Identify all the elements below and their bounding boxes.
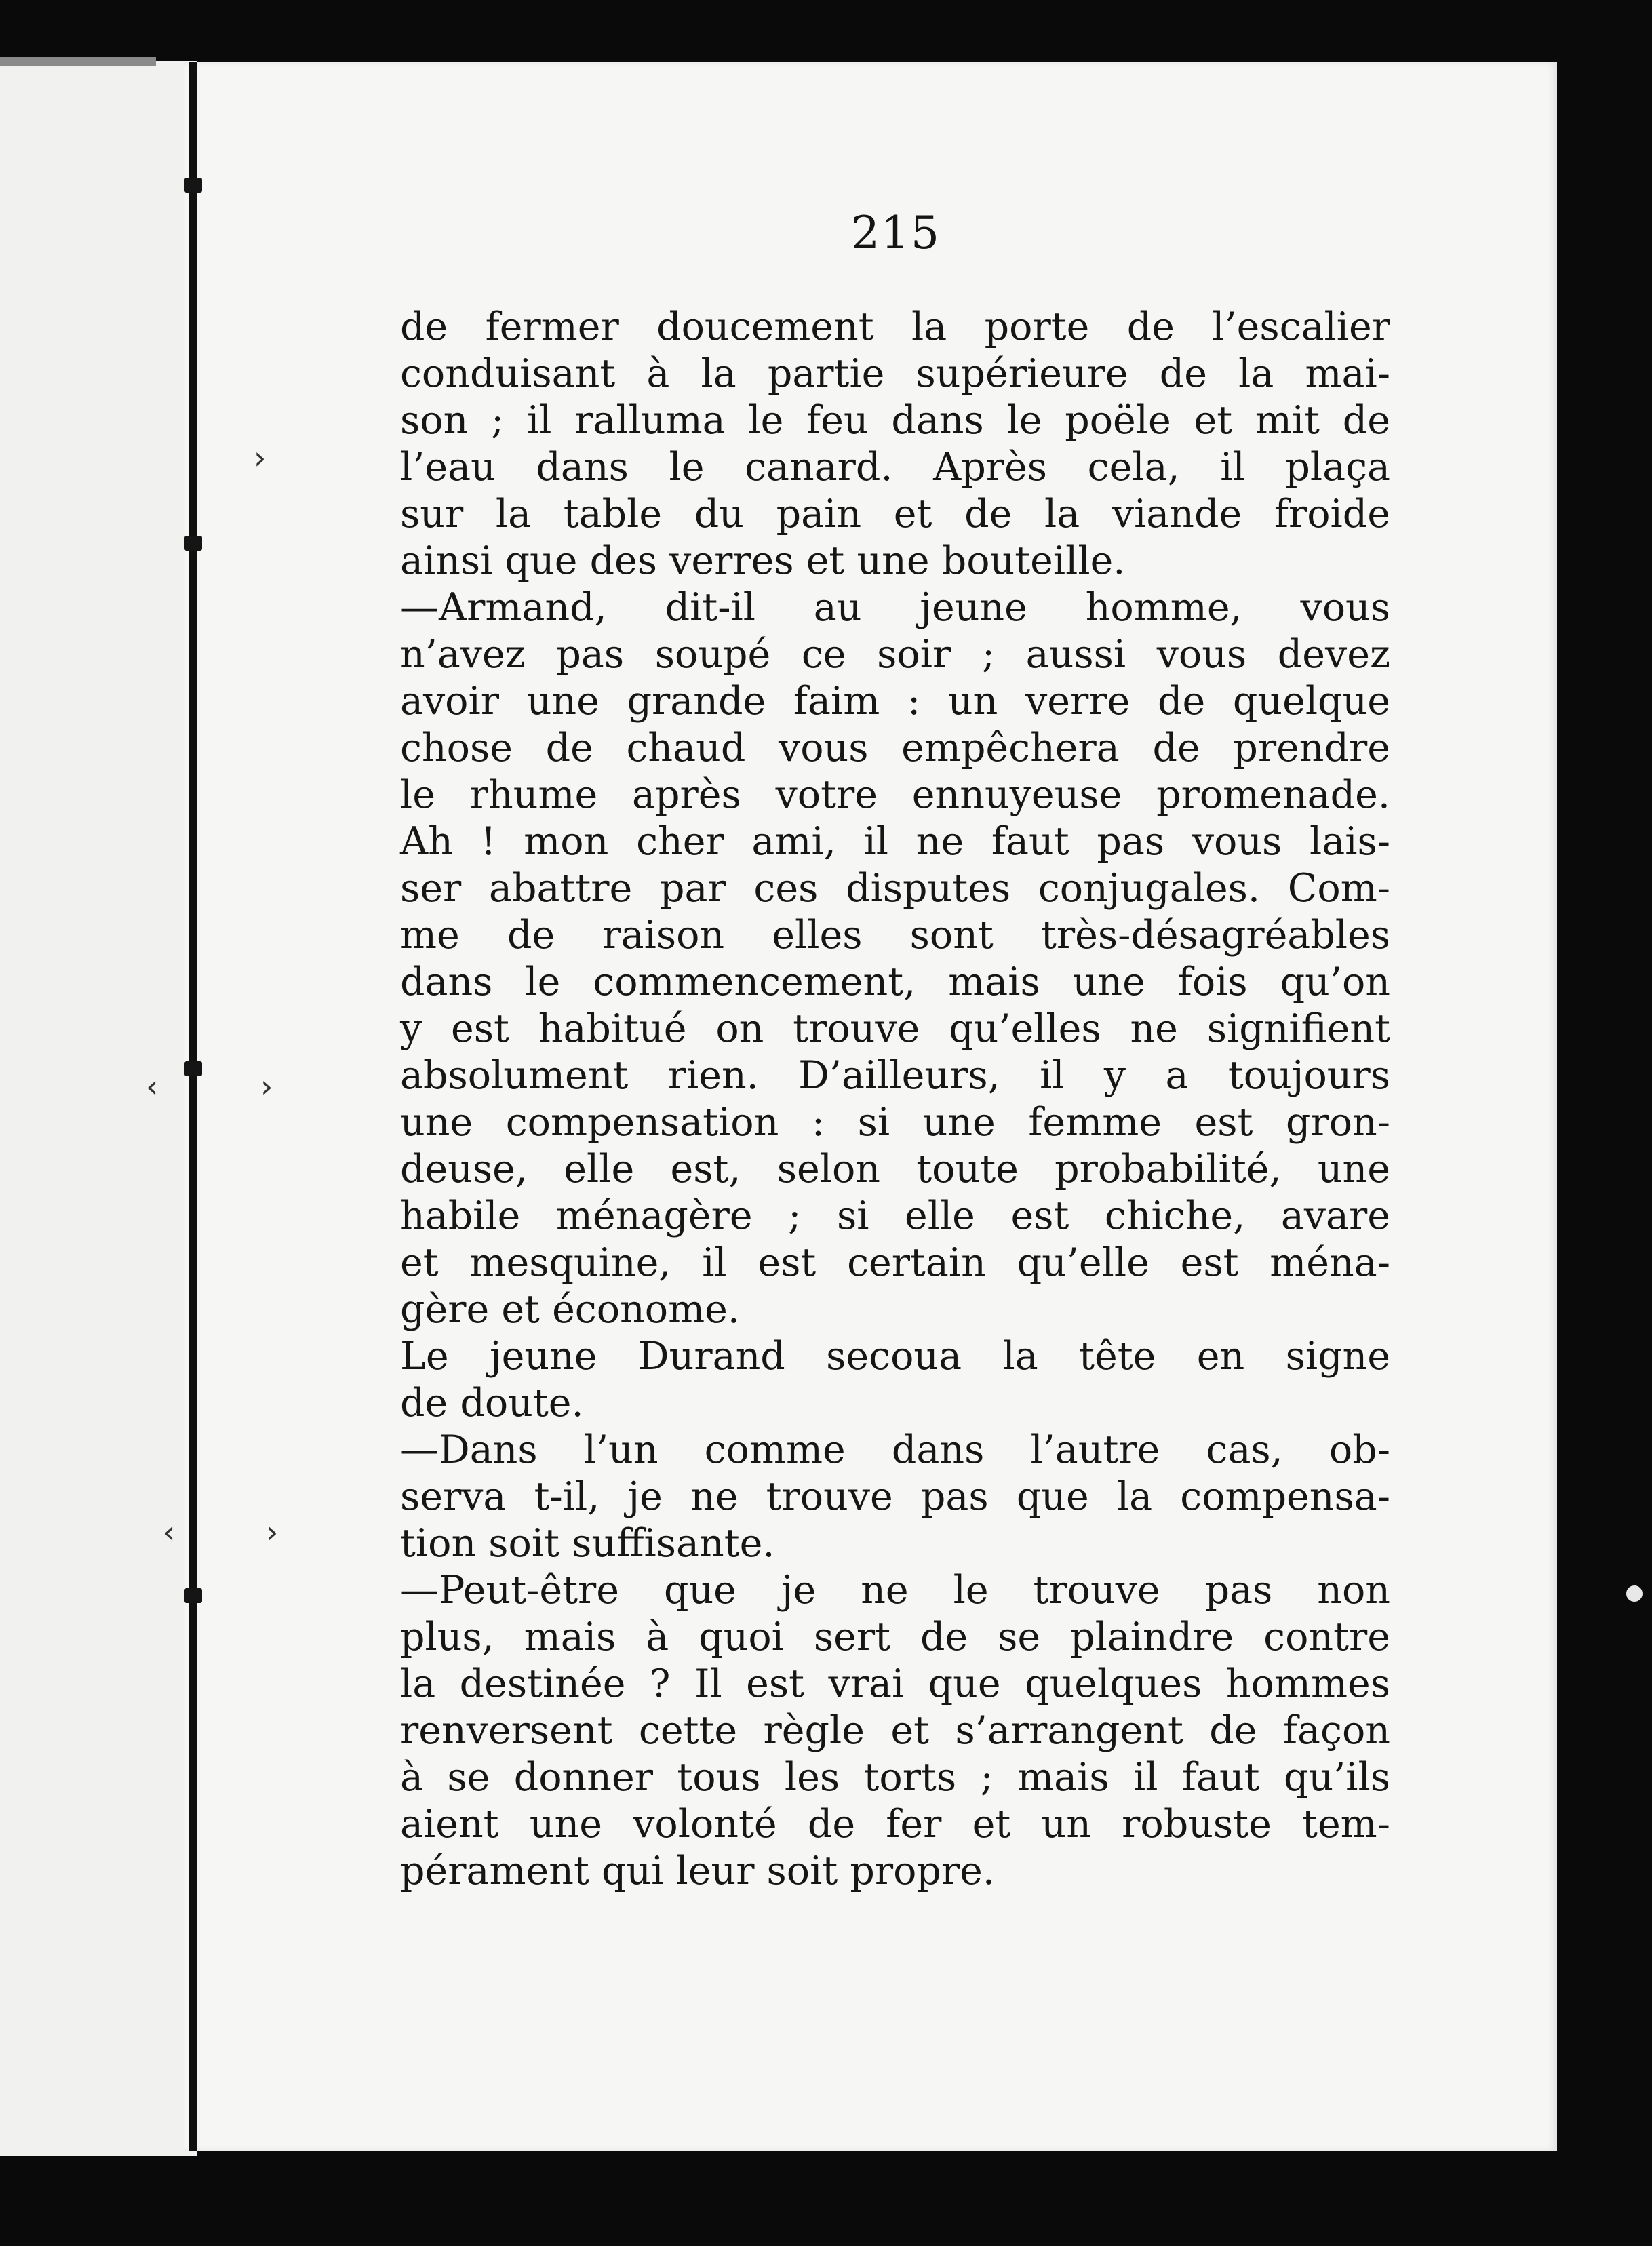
text-line: —Peut-être que je ne le trouve pas non (400, 1568, 1390, 1613)
paper-speck (1626, 1585, 1643, 1602)
margin-mark: › (254, 439, 267, 476)
text-line: et mesquine, il est certain qu’elle est ména- (400, 1240, 1390, 1285)
text-line: aient une volonté de fer et un robuste tem- (400, 1802, 1390, 1847)
text-line: absolument rien. D’ailleurs, il y a toujours (400, 1053, 1390, 1098)
text-line: —Dans l’un comme dans l’autre cas, ob- (400, 1427, 1390, 1472)
text-line: à se donner tous les torts ; mais il faut qu’ils (400, 1755, 1390, 1800)
binding-stitch (184, 178, 202, 193)
text-line: tion soit suffisante. (400, 1521, 775, 1566)
margin-mark: › (266, 1514, 279, 1550)
text-line: une compensation : si une femme est gron- (400, 1100, 1390, 1145)
text-line: y est habitué on trouve qu’elles ne signifient (400, 1006, 1390, 1051)
text-line: gère et économe. (400, 1287, 740, 1332)
text-line: Ah ! mon cher ami, il ne faut pas vous lais- (400, 819, 1390, 864)
text-line: pérament qui leur soit propre. (400, 1849, 996, 1893)
text-line: habile ménagère ; si elle est chiche, avare (400, 1194, 1390, 1238)
text-line: plus, mais à quoi sert de se plaindre contre (400, 1615, 1390, 1659)
text-line: chose de chaud vous empêchera de prendre (400, 726, 1390, 770)
left-page-edge (0, 61, 197, 2156)
text-line: son ; il ralluma le feu dans le poële et mit de (400, 398, 1390, 443)
text-line: renversent cette règle et s’arrangent de façon (400, 1708, 1390, 1753)
text-line: deuse, elle est, selon toute probabilité, une (400, 1147, 1390, 1191)
text-line: de fermer doucement la porte de l’escalier (400, 304, 1390, 349)
left-page-top-edge (0, 57, 156, 66)
text-line: n’avez pas soupé ce soir ; aussi vous devez (400, 632, 1390, 677)
binding-stitch (184, 536, 202, 551)
text-line: dans le commencement, mais une fois qu’on (400, 960, 1390, 1004)
binding-stitch (184, 1061, 202, 1076)
text-line: l’eau dans le canard. Après cela, il plaça (400, 445, 1390, 490)
text-line: —Armand, dit-il au jeune homme, vous (400, 585, 1390, 630)
text-line: conduisant à la partie supérieure de la mai- (400, 351, 1390, 396)
binding-spine (189, 62, 197, 2151)
text-line: sur la table du pain et de la viande froide (400, 492, 1390, 536)
text-line: Le jeune Durand secoua la tête en signe (400, 1334, 1390, 1379)
binding-stitch (184, 1588, 202, 1603)
margin-mark: › (260, 1068, 273, 1105)
body-text (400, 304, 1390, 1895)
text-line: avoir une grande faim : un verre de quelque (400, 679, 1390, 724)
page-number: 215 (851, 207, 941, 259)
text-line: la destinée ? Il est vrai que quelques hommes (400, 1661, 1390, 1706)
text-line: ainsi que des verres et une bouteille. (400, 538, 1126, 583)
margin-mark: ‹ (146, 1068, 159, 1105)
text-line: me de raison elles sont très-désagréables (400, 913, 1390, 958)
text-line: serva t-il, je ne trouve pas que la compensa- (400, 1474, 1390, 1519)
margin-mark: ‹ (163, 1514, 176, 1550)
text-line: le rhume après votre ennuyeuse promenade. (400, 772, 1390, 817)
text-line: de doute. (400, 1381, 584, 1425)
text-line: ser abattre par ces disputes conjugales. Com- (400, 866, 1390, 911)
